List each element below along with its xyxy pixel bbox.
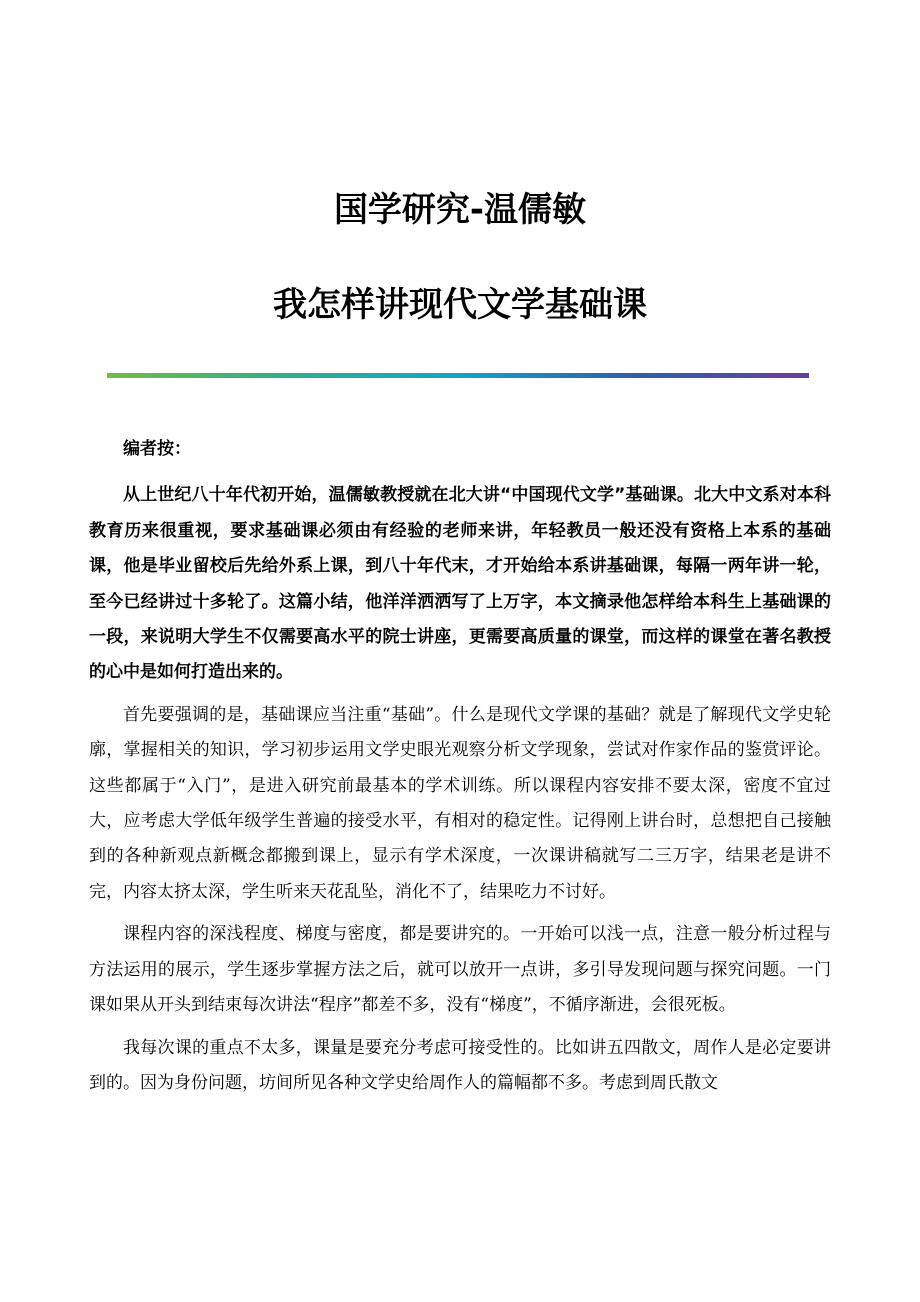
gradient-divider bbox=[107, 373, 809, 378]
document-title: 国学研究-温儒敏 bbox=[333, 190, 587, 230]
body-paragraph: 课程内容的深浅程度、梯度与密度，都是要讲究的。一开始可以浅一点，注意一般分析过程与方法运用的展示，学生逐步掌握方法之后，就可以放开一点讲，多引导发现问题与探究问题。一门课如果从开头到结束每次讲法“程序”都差不多，没有“梯度”，不循序渐进，会很死板。 bbox=[89, 924, 831, 1016]
document-subtitle: 我怎样讲现代文学基础课 bbox=[273, 285, 647, 325]
editor-note-label: 编者按： bbox=[123, 439, 191, 459]
body-paragraph: 我每次课的重点不太多，课量是要充分考虑可接受性的。比如讲五四散文，周作人是必定要讲到的。因为身份问题，坊间所见各种文学史给周作人的篇幅都不多。考虑到周氏散文 bbox=[89, 1037, 831, 1093]
document-body bbox=[89, 432, 831, 1108]
body-paragraph: 首先要强调的是，基础课应当注重“基础”。什么是现代文学课的基础？就是了解现代文学史轮廓，掌握相关的知识，学习初步运用文学史眼光观察分析文学现象，尝试对作家作品的鉴赏评论。这些都属于“入门”，是进入研究前最基本的学术训练。所以课程内容安排不要太深，密度不宜过大，应考虑大学低年级学生普遍的接受水平，有相对的稳定性。记得刚上讲台时，总想把自己接触到的各种新观点新概念都搬到课上，显示有学术深度，一次课讲稿就写二三万字，结果老是讲不完，内容太挤太深，学生听来天花乱坠，消化不了，结果吃力不讨好。 bbox=[89, 704, 831, 902]
editor-note-paragraph: 从上世纪八十年代初开始，温儒敏教授就在北大讲“中国现代文学”基础课。北大中文系对本科教育历来很重视，要求基础课必须由有经验的老师来讲，年轻教员一般还没有资格上本系的基础课，他是毕业留校后先给外系上课，到八十年代末，才开始给本系讲基础课，每隔一两年讲一轮，至今已经讲过十多轮了。这篇小结，他洋洋洒洒写了上万字，本文摘录他怎样给本科生上基础课的一段，来说明大学生不仅需要高水平的院士讲座，更需要高质量的课堂，而这样的课堂在著名教授的心中是如何打造出来的。 bbox=[89, 485, 831, 683]
